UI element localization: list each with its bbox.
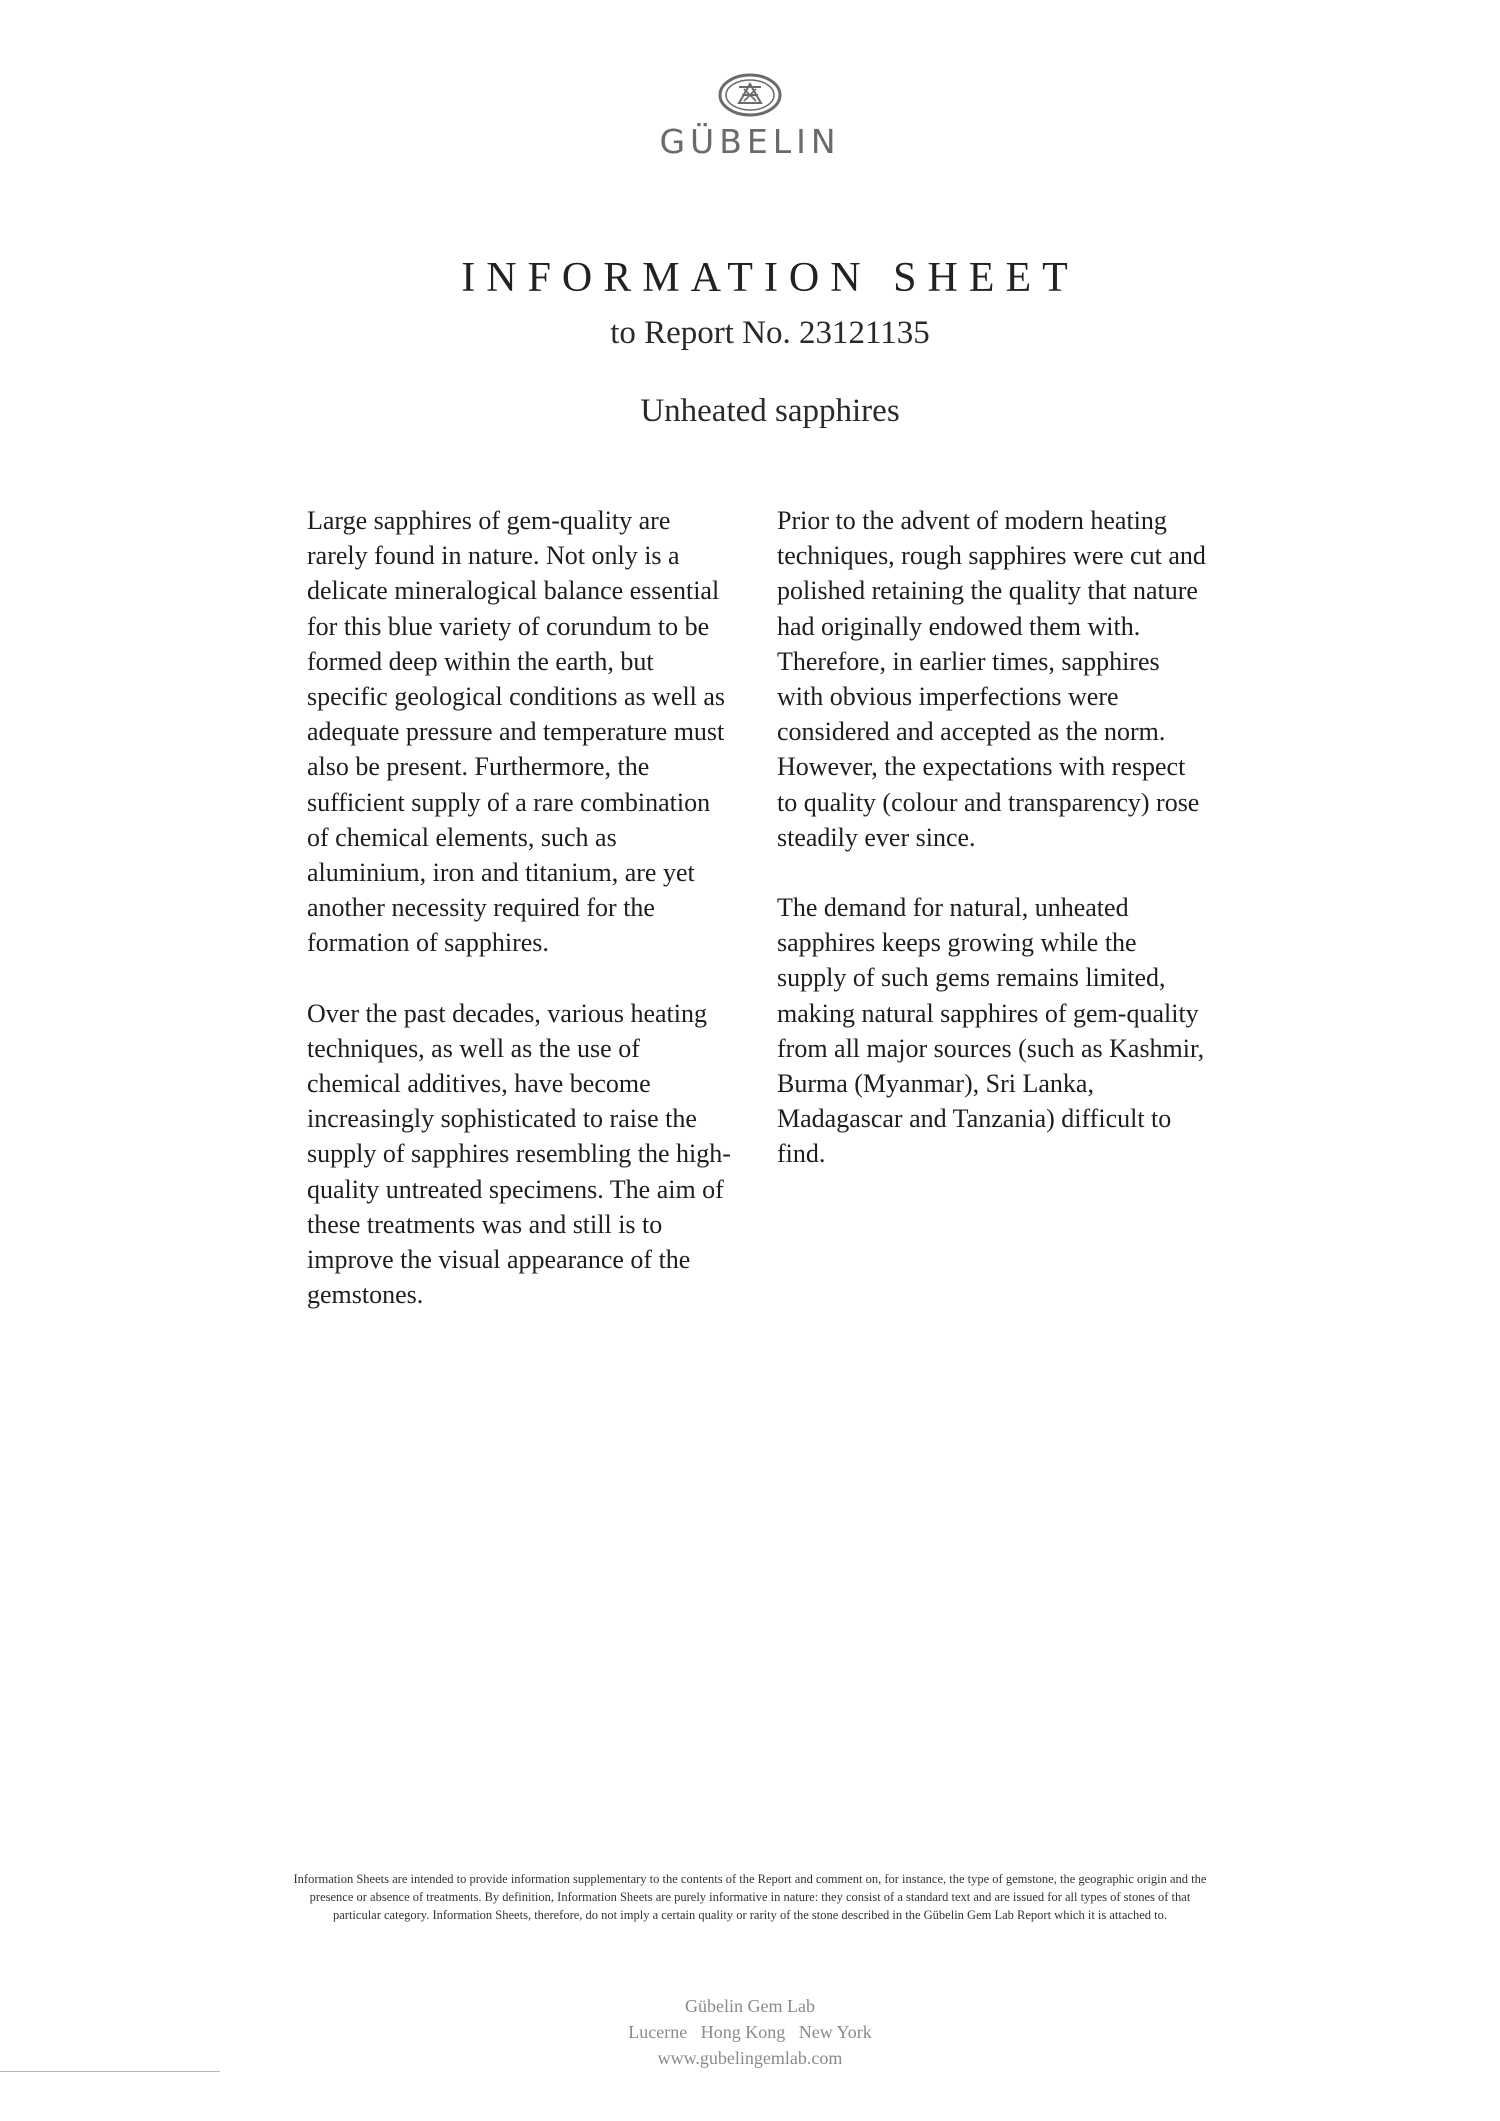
sheet-header bbox=[0, 248, 1500, 432]
footer bbox=[0, 1993, 1500, 2072]
gubelin-emblem-icon bbox=[717, 72, 783, 118]
paragraph: Over the past decades, various heating techniques, as well as the use of chemical additives, have become increasingly sophisticated to raise the supply of sapphires resembling the high-quality untreated specimens. The aim of these treatments was and still is to improve the visual appearance of the gemstones. bbox=[307, 998, 731, 1310]
paragraph: The demand for natural, unheated sapphires keeps growing while the supply of such gems remains limited, making natural sapphires of gem-quality from all major sources (such as Kashmir, Burma (Myanmar), Sri Lanka, Madagascar and Tanzania) difficult to find. bbox=[777, 893, 1205, 1169]
page-title: INFORMATION SHEET bbox=[461, 255, 1079, 301]
left-column bbox=[307, 503, 737, 1347]
lab-locations: Lucerne Hong Kong New York bbox=[628, 2022, 872, 2042]
brand-logo bbox=[0, 72, 1500, 161]
brand-wordmark: GÜBELIN bbox=[659, 122, 841, 161]
body-columns bbox=[307, 503, 1207, 1347]
lab-website[interactable]: www.gubelingemlab.com bbox=[657, 2048, 843, 2068]
footer-divider bbox=[0, 2071, 220, 2072]
paragraph: Prior to the advent of modern heating techniques, rough sapphires were cut and polished retaining the quality that nature had originally endowed them with. Therefore, in earlier times, sapphires with obvious imperfections were considered and accepted as the norm. However, the expectations with respect to quality (colour and transparency) rose steadily ever since. bbox=[777, 506, 1206, 852]
sheet-subtitle: Unheated sapphires bbox=[640, 393, 900, 429]
disclaimer: Information Sheets are intended to provide information supplementary to the contents of the Report and comment on, for instance, the type of gemstone, the geographic origin and the presence or absence of treatments. By definition, Information Sheets are purely informative in nature: they consist of a standard text and are issued for all types of stones of that particular category. Information Sheets, therefore, do not imply a certain quality or rarity of the stone described in the Gübelin Gem Lab Report which it is attached to. bbox=[293, 1872, 1207, 1922]
right-column bbox=[777, 503, 1207, 1347]
paragraph: Large sapphires of gem-quality are rarely found in nature. Not only is a delicate mineralogical balance essential for this blue variety of corundum to be formed deep within the earth, but specific geological conditions as well as adequate pressure and temperature must also be present. Furthermore, the sufficient supply of a rare combination of chemical elements, such as aluminium, iron and titanium, are yet another necessity required for the formation of sapphires. bbox=[307, 506, 726, 958]
lab-name: Gübelin Gem Lab bbox=[685, 1996, 815, 2016]
report-number: to Report No. 23121135 bbox=[610, 315, 930, 351]
